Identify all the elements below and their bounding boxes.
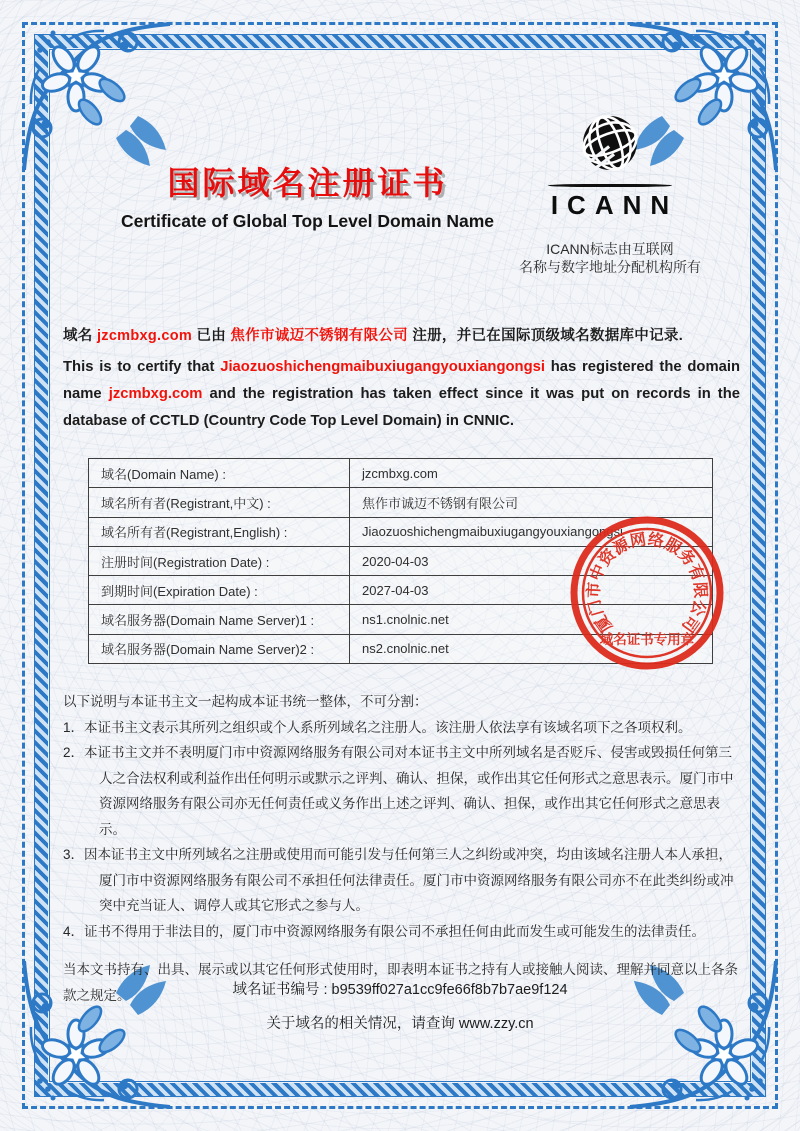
legal-terms (63, 689, 741, 1008)
text-segment: has registered the domain name (63, 359, 740, 402)
text-segment: jzcmbxg.com (96, 328, 193, 344)
legal-item: 1．本证书主文表示其所列之组织或个人系所列域名之注册人。该注册人依法享有该域名项下之各项权利。 (63, 719, 692, 735)
icann-note-line2: 名称与数字地址分配机构所有 (519, 258, 701, 275)
legal-item: 2．本证书主文并不表明厦门市中资源网络服务有限公司对本证书主文中所列域名是否贬斥、侵害或毁损任何第三人之合法权利或利益作出任何明示或默示之评判、确认、担保，或作出其它任何形式之意思表示。厦门市中资源网络服务有限公司亦无任何责任或义务作出上述之评判、确认、担保，或作出其它任何形式之意思表示。 (63, 745, 734, 837)
row-label: 域名所有者(Registrant,中文) : (89, 488, 350, 517)
row-label: 域名(Domain Name) : (89, 459, 350, 488)
icann-underline (548, 184, 672, 187)
query-note: 关于域名的相关情况，请查询 www.zzy.cn (266, 1016, 534, 1032)
row-label: 域名服务器(Domain Name Server)2 : (89, 634, 350, 663)
text-segment: 已由 (192, 328, 231, 344)
row-label: 到期时间(Expiration Date) : (89, 576, 350, 605)
text-segment: and the registration has taken effect since it was put on records in the database of CCTLD (Country Code Top Level Domain) in CNNIC. (63, 386, 741, 429)
statement-chinese (63, 324, 740, 345)
row-value: 2027-04-03 (350, 576, 713, 605)
text-segment: 域名 (63, 328, 97, 344)
row-value: ns1.cnolnic.net (350, 605, 713, 634)
icann-logo (520, 112, 700, 221)
text-segment: This is to certify that (63, 359, 221, 375)
row-value: Jiaozuoshichengmaibuxiugangyouxiangongsi (350, 517, 713, 546)
legal-item: 4．证书不得用于非法目的，厦门市中资源网络服务有限公司不承担任何由此而发生或可能发生的法律责任。 (63, 923, 706, 939)
page-subtitle: Certificate of Global Top Level Domain Name (120, 211, 495, 231)
icann-note-line1: ICANN标志由互联网 (546, 241, 674, 257)
stamp-ring-text: 厦门市中资源网络服务有限公司 (585, 531, 709, 635)
legal-item: 3．因本证书主文中所列域名之注册或使用而可能引发与任何第三人之纠纷或冲突，均由该域名注册人本人承担，厦门市中资源网络服务有限公司不承担任何法律责任。厦门市中资源网络服务有限公司亦不在此类纠纷或冲突中充当证人、调停人或其它形式之参与人。 (63, 847, 734, 913)
table-row (89, 459, 713, 488)
row-label: 域名所有者(Registrant,English) : (89, 517, 350, 546)
certificate-number: 域名证书编号 : b9539ff027a1cc9fe66f8b7b7ae9f124 (232, 982, 568, 998)
icann-globe-icon (579, 112, 641, 174)
company-seal-stamp (567, 513, 727, 673)
text-segment: 注册，并已在国际顶级域名数据库中记录. (407, 328, 684, 344)
text-segment: 焦作市诚迈不锈钢有限公司 (230, 328, 408, 344)
stamp-bottom-text: 域名证书专用章 (599, 632, 695, 647)
legal-closing: 当本文书持有、出具、展示或以其它任何形式使用时，即表明本证书之持有人或接触人阅读、理解并同意以上各条款之规定。 (63, 962, 738, 1003)
row-value: ns2.cnolnic.net (350, 634, 713, 663)
row-value: jzcmbxg.com (350, 459, 713, 488)
icann-ownership-note (495, 241, 725, 276)
page-title: 国际域名注册证书 (167, 165, 448, 201)
header (50, 158, 565, 232)
row-value: 焦作市诚迈不锈钢有限公司 (350, 488, 713, 517)
icann-wordmark: ICANN (550, 189, 679, 220)
row-value: 2020-04-03 (350, 546, 713, 575)
legal-intro: 以下说明与本证书主文一起构成本证书统一整体，不可分割： (63, 694, 428, 709)
statement-english (63, 354, 740, 435)
row-label: 域名服务器(Domain Name Server)1 : (89, 605, 350, 634)
row-label: 注册时间(Registration Date) : (89, 546, 350, 575)
text-segment: Jiaozuoshichengmaibuxiugangyouxiangongsi (220, 359, 545, 375)
text-segment: jzcmbxg.com (108, 386, 203, 402)
certification-statement (63, 324, 740, 435)
